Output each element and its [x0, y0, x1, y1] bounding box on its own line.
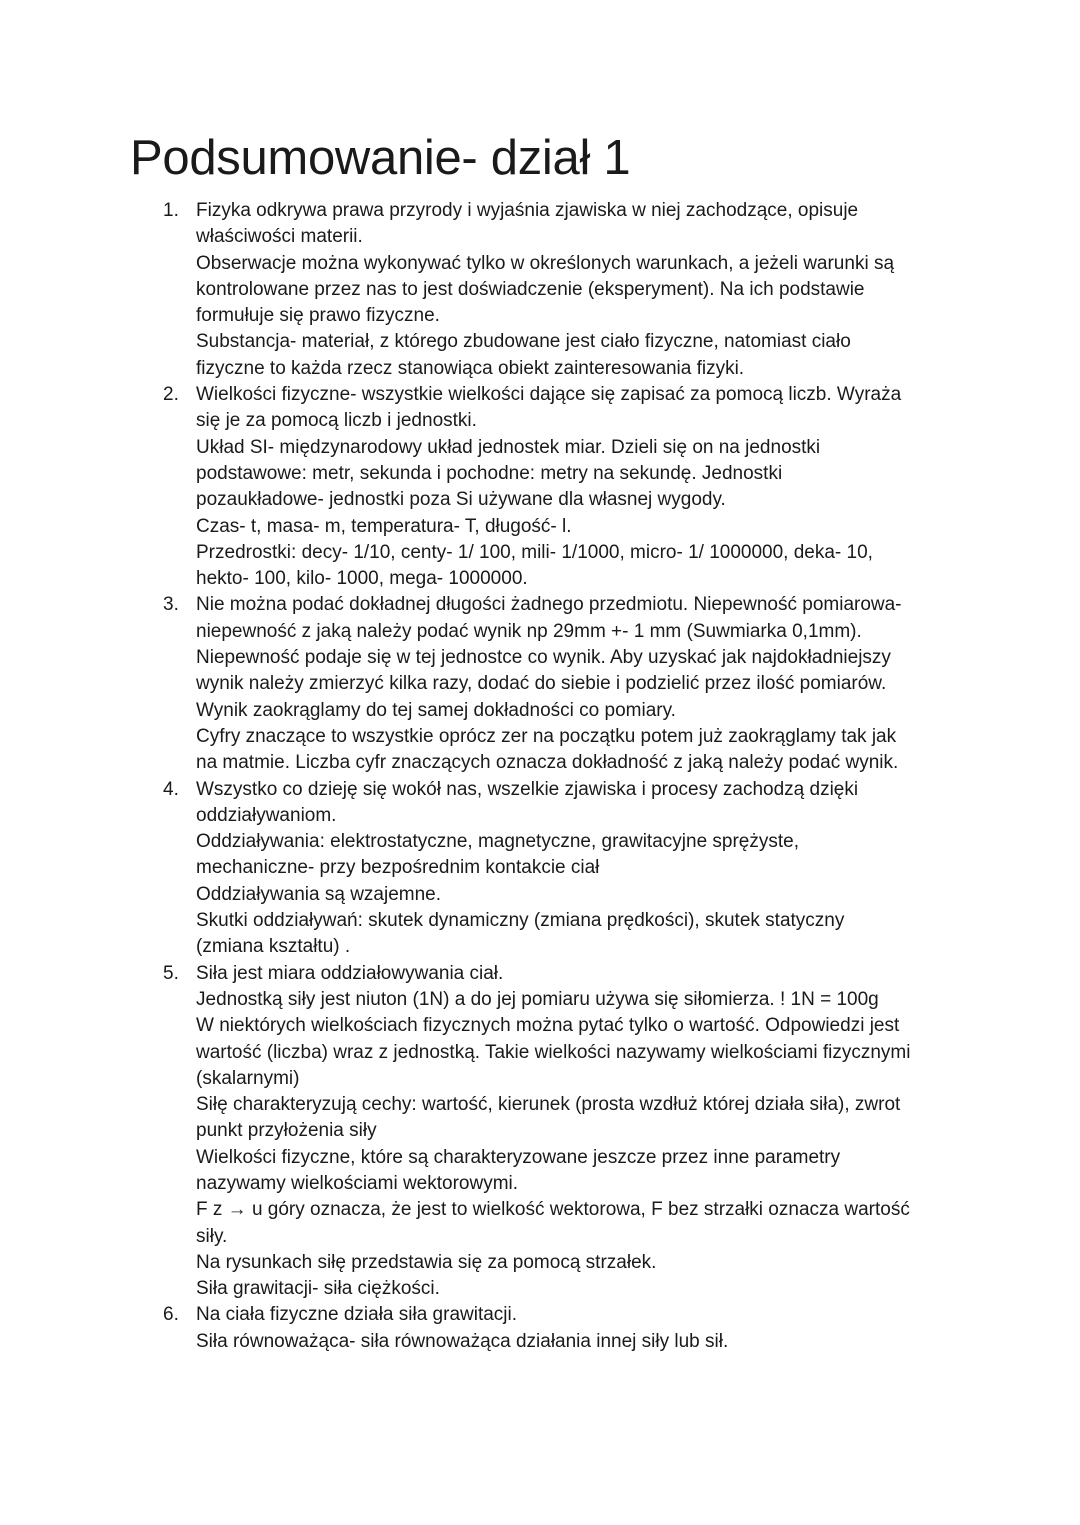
text-line: W niektórych wielkościach fizycznych można pytać tylko o wartość. Odpowiedzi jest: [196, 1015, 900, 1037]
text-line: Siłę charakteryzują cechy: wartość, kierunek (prosta wzdłuż której działa siła), zwrot: [196, 1094, 901, 1116]
text-line: fizyczne to każda rzecz stanowiąca obiekt zainteresowania fizyki.: [196, 357, 745, 379]
text-line: hekto- 100, kilo- 1000, mega- 1000000.: [196, 568, 528, 590]
list-item-number: 4.: [163, 778, 179, 800]
text-line: Oddziaływania: elektrostatyczne, magnetyczne, grawitacyjne sprężyste,: [196, 831, 799, 853]
text-line: Na rysunkach siłę przedstawia się za pomocą strzałek.: [196, 1251, 657, 1273]
list-item: [0, 198, 1080, 382]
text-line: Oddziaływania są wzajemne.: [196, 883, 442, 905]
list-item-number: 6.: [163, 1304, 179, 1326]
text-line: Obserwacje można wykonywać tylko w określonych warunkach, a jeżeli warunki są: [196, 252, 895, 274]
text-line: niepewność z jaką należy podać wynik np 29mm +- 1 mm (Suwmiarka 0,1mm).: [196, 620, 862, 642]
list-item: [0, 592, 1080, 776]
text-line: Wielkości fizyczne- wszystkie wielkości dające się zapisać za pomocą liczb. Wyraża: [196, 384, 902, 406]
text-line: formułuje się prawo fizyczne.: [196, 305, 440, 327]
text-line: właściwości materii.: [196, 226, 363, 248]
text-line: na matmie. Liczba cyfr znaczących oznacza dokładność z jaką należy podać wynik.: [196, 752, 899, 774]
text-line: F z → u góry oznacza, że jest to wielkość wektorowa, F bez strzałki oznacza wartość: [196, 1199, 910, 1221]
text-line: nazywamy wielkościami wektorowymi.: [196, 1172, 519, 1194]
text-line: pozaukładowe- jednostki poza Si używane dla własnej wygody.: [196, 489, 726, 511]
text-line: Wszystko co dzieję się wokół nas, wszelkie zjawiska i procesy zachodzą dzięki: [196, 778, 859, 800]
text-line: Na ciała fizyczne działa siła grawitacji.: [196, 1304, 518, 1326]
text-line: Siła jest miara oddziałowywania ciał.: [196, 962, 504, 984]
text-line: Nie można podać dokładnej długości żadnego przedmiotu. Niepewność pomiarowa-: [196, 594, 902, 616]
text-line: Jednostką siły jest niuton (1N) a do jej pomiaru używa się siłomierza. ! 1N = 100g: [196, 988, 879, 1010]
list-item-number: 5.: [163, 962, 179, 984]
text-line: kontrolowane przez nas to jest doświadczenie (eksperyment). Na ich podstawie: [196, 278, 865, 300]
list-item: [0, 1302, 1080, 1355]
text-line: (skalarnymi): [196, 1067, 300, 1089]
text-line: się je za pomocą liczb i jednostki.: [196, 410, 477, 432]
text-line: Siła równoważąca- siła równoważąca działania innej siły lub sił.: [196, 1330, 729, 1352]
text-line: mechaniczne- przy bezpośrednim kontakcie ciał: [196, 857, 600, 879]
summary-list: [0, 198, 1080, 1355]
text-line: Wynik zaokrąglamy do tej samej dokładności co pomiary.: [196, 699, 676, 721]
list-item: [0, 777, 1080, 961]
text-line: wynik należy zmierzyć kilka razy, dodać do siebie i podzielić przez ilość pomiarów.: [196, 673, 887, 695]
text-line: oddziaływaniom.: [196, 804, 337, 826]
text-line: Substancja- materiał, z którego zbudowane jest ciało fizyczne, natomiast ciało: [196, 331, 851, 353]
text-line: Czas- t, masa- m, temperatura- T, długość- l.: [196, 515, 572, 537]
text-line: Wielkości fizyczne, które są charakteryzowane jeszcze przez inne parametry: [196, 1146, 841, 1168]
text-line: Układ SI- międzynarodowy układ jednostek miar. Dzieli się on na jednostki: [196, 436, 821, 458]
text-line: Cyfry znaczące to wszystkie oprócz zer na początku potem już zaokrąglamy tak jak: [196, 725, 897, 747]
text-line: punkt przyłożenia siły: [196, 1120, 377, 1142]
text-line: Przedrostki: decy- 1/10, centy- 1/ 100, mili- 1/1000, micro- 1/ 1000000, deka- 10,: [196, 541, 873, 563]
text-line: Skutki oddziaływań: skutek dynamiczny (zmiana prędkości), skutek statyczny: [196, 910, 845, 932]
text-line: siły.: [196, 1225, 228, 1247]
text-line: Fizyka odkrywa prawa przyrody i wyjaśnia zjawiska w niej zachodzące, opisuje: [196, 200, 859, 221]
text-line: (zmiana kształtu) .: [196, 936, 351, 958]
text-line: podstawowe: metr, sekunda i pochodne: metry na sekundę. Jednostki: [196, 462, 783, 484]
list-item: [0, 382, 1080, 592]
text-line: Niepewność podaje się w tej jednostce co wynik. Aby uzyskać jak najdokładniejszy: [196, 647, 891, 669]
page-title: Podsumowanie- dział 1: [130, 131, 631, 185]
list-item-number: 3.: [163, 594, 179, 616]
list-item: [0, 961, 1080, 1303]
text-line: wartość (liczba) wraz z jednostką. Takie wielkości nazywamy wielkościami fizycznymi: [196, 1041, 911, 1063]
list-item-number: 1.: [163, 200, 179, 221]
text-line: Siła grawitacji- siła ciężkości.: [196, 1278, 440, 1300]
list-item-number: 2.: [163, 384, 179, 406]
